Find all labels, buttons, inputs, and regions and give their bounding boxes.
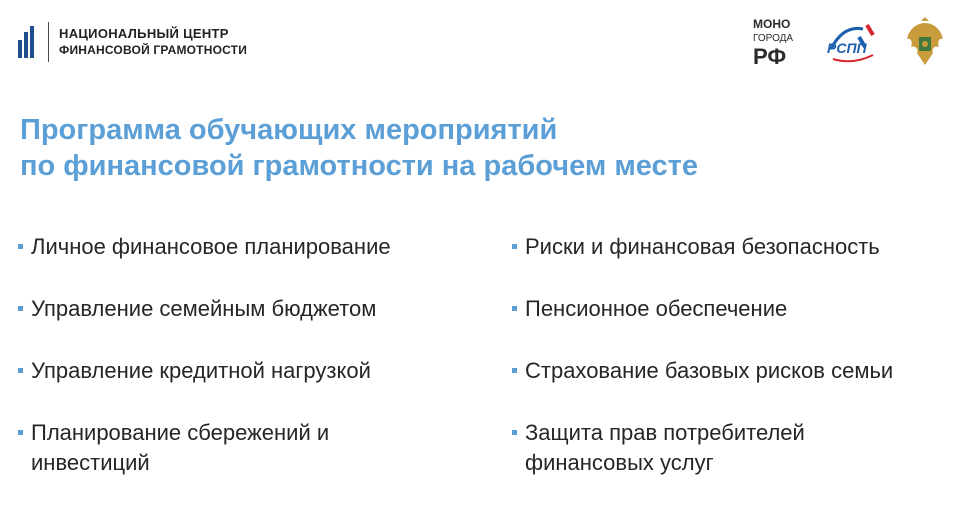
list-item-label: Личное финансовое планирование bbox=[31, 234, 391, 259]
list-item bbox=[512, 356, 952, 386]
bullet-icon bbox=[18, 430, 23, 435]
bullet-icon bbox=[18, 306, 23, 311]
list-item bbox=[18, 356, 488, 386]
svg-text:МОНО: МОНО bbox=[753, 17, 791, 31]
list-item-label: Страхование базовых рисков семьи bbox=[525, 358, 894, 383]
list-item-label: Пенсионное обеспечение bbox=[525, 296, 788, 321]
bullet-icon bbox=[512, 244, 517, 249]
list-item-label: Риски и финансовая безопасность bbox=[525, 234, 880, 259]
bullet-icon bbox=[512, 306, 517, 311]
bullet-icon bbox=[18, 368, 23, 373]
partner-logos bbox=[751, 16, 947, 72]
topics-list-left bbox=[18, 232, 488, 510]
list-item bbox=[18, 232, 488, 262]
svg-text:РСПП: РСПП bbox=[827, 40, 867, 56]
svg-text:РФ: РФ bbox=[753, 44, 787, 69]
page-title-line1: Программа обучающих мероприятий bbox=[20, 114, 558, 146]
ncfg-logo-icon bbox=[18, 26, 38, 58]
list-item-label: Управление кредитной нагрузкой bbox=[31, 358, 371, 383]
list-item bbox=[512, 418, 865, 478]
brand-name-line2: ФИНАНСОВОЙ ГРАМОТНОСТИ bbox=[59, 43, 248, 57]
list-item-label: Управление семейным бюджетом bbox=[31, 296, 377, 321]
bullet-icon bbox=[18, 244, 23, 249]
bullet-icon bbox=[512, 430, 517, 435]
mono-goroda-rf-logo bbox=[751, 16, 799, 72]
list-item bbox=[18, 294, 488, 324]
rspp-logo bbox=[823, 19, 879, 69]
page-title bbox=[20, 112, 698, 184]
topics-list-right bbox=[512, 232, 952, 510]
page-title-line2: по финансовой грамотности на рабочем месте bbox=[20, 150, 698, 182]
russian-coat-of-arms-emblem bbox=[903, 17, 947, 71]
bullet-icon bbox=[512, 368, 517, 373]
list-item bbox=[18, 418, 411, 478]
list-item-label: Защита прав потребителей финансовых услуг bbox=[525, 420, 805, 475]
list-item bbox=[512, 294, 952, 324]
list-item bbox=[512, 232, 952, 262]
list-item-label: Планирование сбережений и инвестиций bbox=[31, 420, 330, 475]
brand-header bbox=[18, 22, 247, 62]
brand-name bbox=[59, 25, 247, 59]
svg-text:ГОРОДА: ГОРОДА bbox=[753, 33, 794, 44]
brand-name-line1: НАЦИОНАЛЬНЫЙ ЦЕНТР bbox=[59, 26, 229, 41]
brand-divider bbox=[48, 22, 49, 62]
